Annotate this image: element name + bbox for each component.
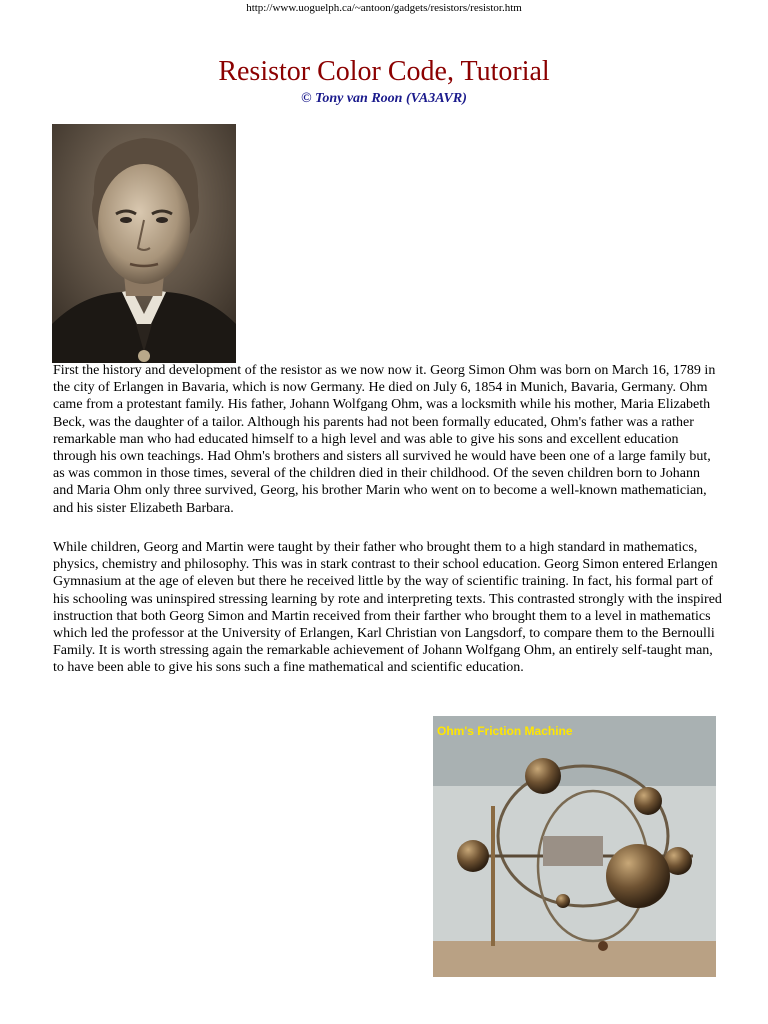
machine-caption: Ohm's Friction Machine xyxy=(437,724,573,738)
page-title: Resistor Color Code, Tutorial xyxy=(218,56,550,87)
history-paragraph: First the history and development of the resistor as we now now it. Georg Simon Ohm was born on March 16, 1789 in the city of Erlangen in Bavaria, which is now Germany. He died on July 6, 1854 in Munich, Bavaria, Germany. Ohm came from a protestant family. His father, Johann Wolfgang Ohm, was a locksmith while his mother, Maria Elizabeth Beck, was the daughter of a tailor. Although his parents had not been formally educated, Ohm's father was a rather remarkable man who had educated himself to a high level and was able to give his sons and excellent education through his own teachings. Had Ohm's brothers and sisters all survived he would have been one of a large family but, as was common in those times, several of the children died in their childhood. Of the seven children born to Johann and Maria Ohm only three survived, Georg, his brother Marin who went on to become a well-known mathematician, and his sister Elizabeth Barbara. xyxy=(53,363,716,516)
page-url: http://www.uoguelph.ca/~antoon/gadgets/resistors/resistor.htm xyxy=(246,2,522,14)
education-paragraph: While children, Georg and Martin were taught by their father who brought them to a high standard in mathematics, physics, chemistry and philosophy. This was in stark contrast to their school education. Georg Simon entered Erlangen Gymnasium at the age of eleven but there he received little by the way of scientific training. In fact, his formal part of his schooling was uninspired stressing learning by rote and interpreting texts. This contrasted strongly with the inspired instruction that both Georg Simon and Martin received from their farther who brought them to a level in mathematics which led the professor at the University of Erlangen, Karl Christian von Langsdorf, to compare them to the Bernoulli Family. It is worth stressing again the remarkable achievement of Johann Wolfgang Ohm, an entirely self-taught man, to have been able to give his sons such a fine mathematical and scientific education. xyxy=(53,540,722,676)
friction-machine-photo xyxy=(433,716,716,977)
author-credit: © Tony van Roon (VA3AVR) xyxy=(301,91,467,106)
georg-ohm-portrait xyxy=(52,124,236,363)
